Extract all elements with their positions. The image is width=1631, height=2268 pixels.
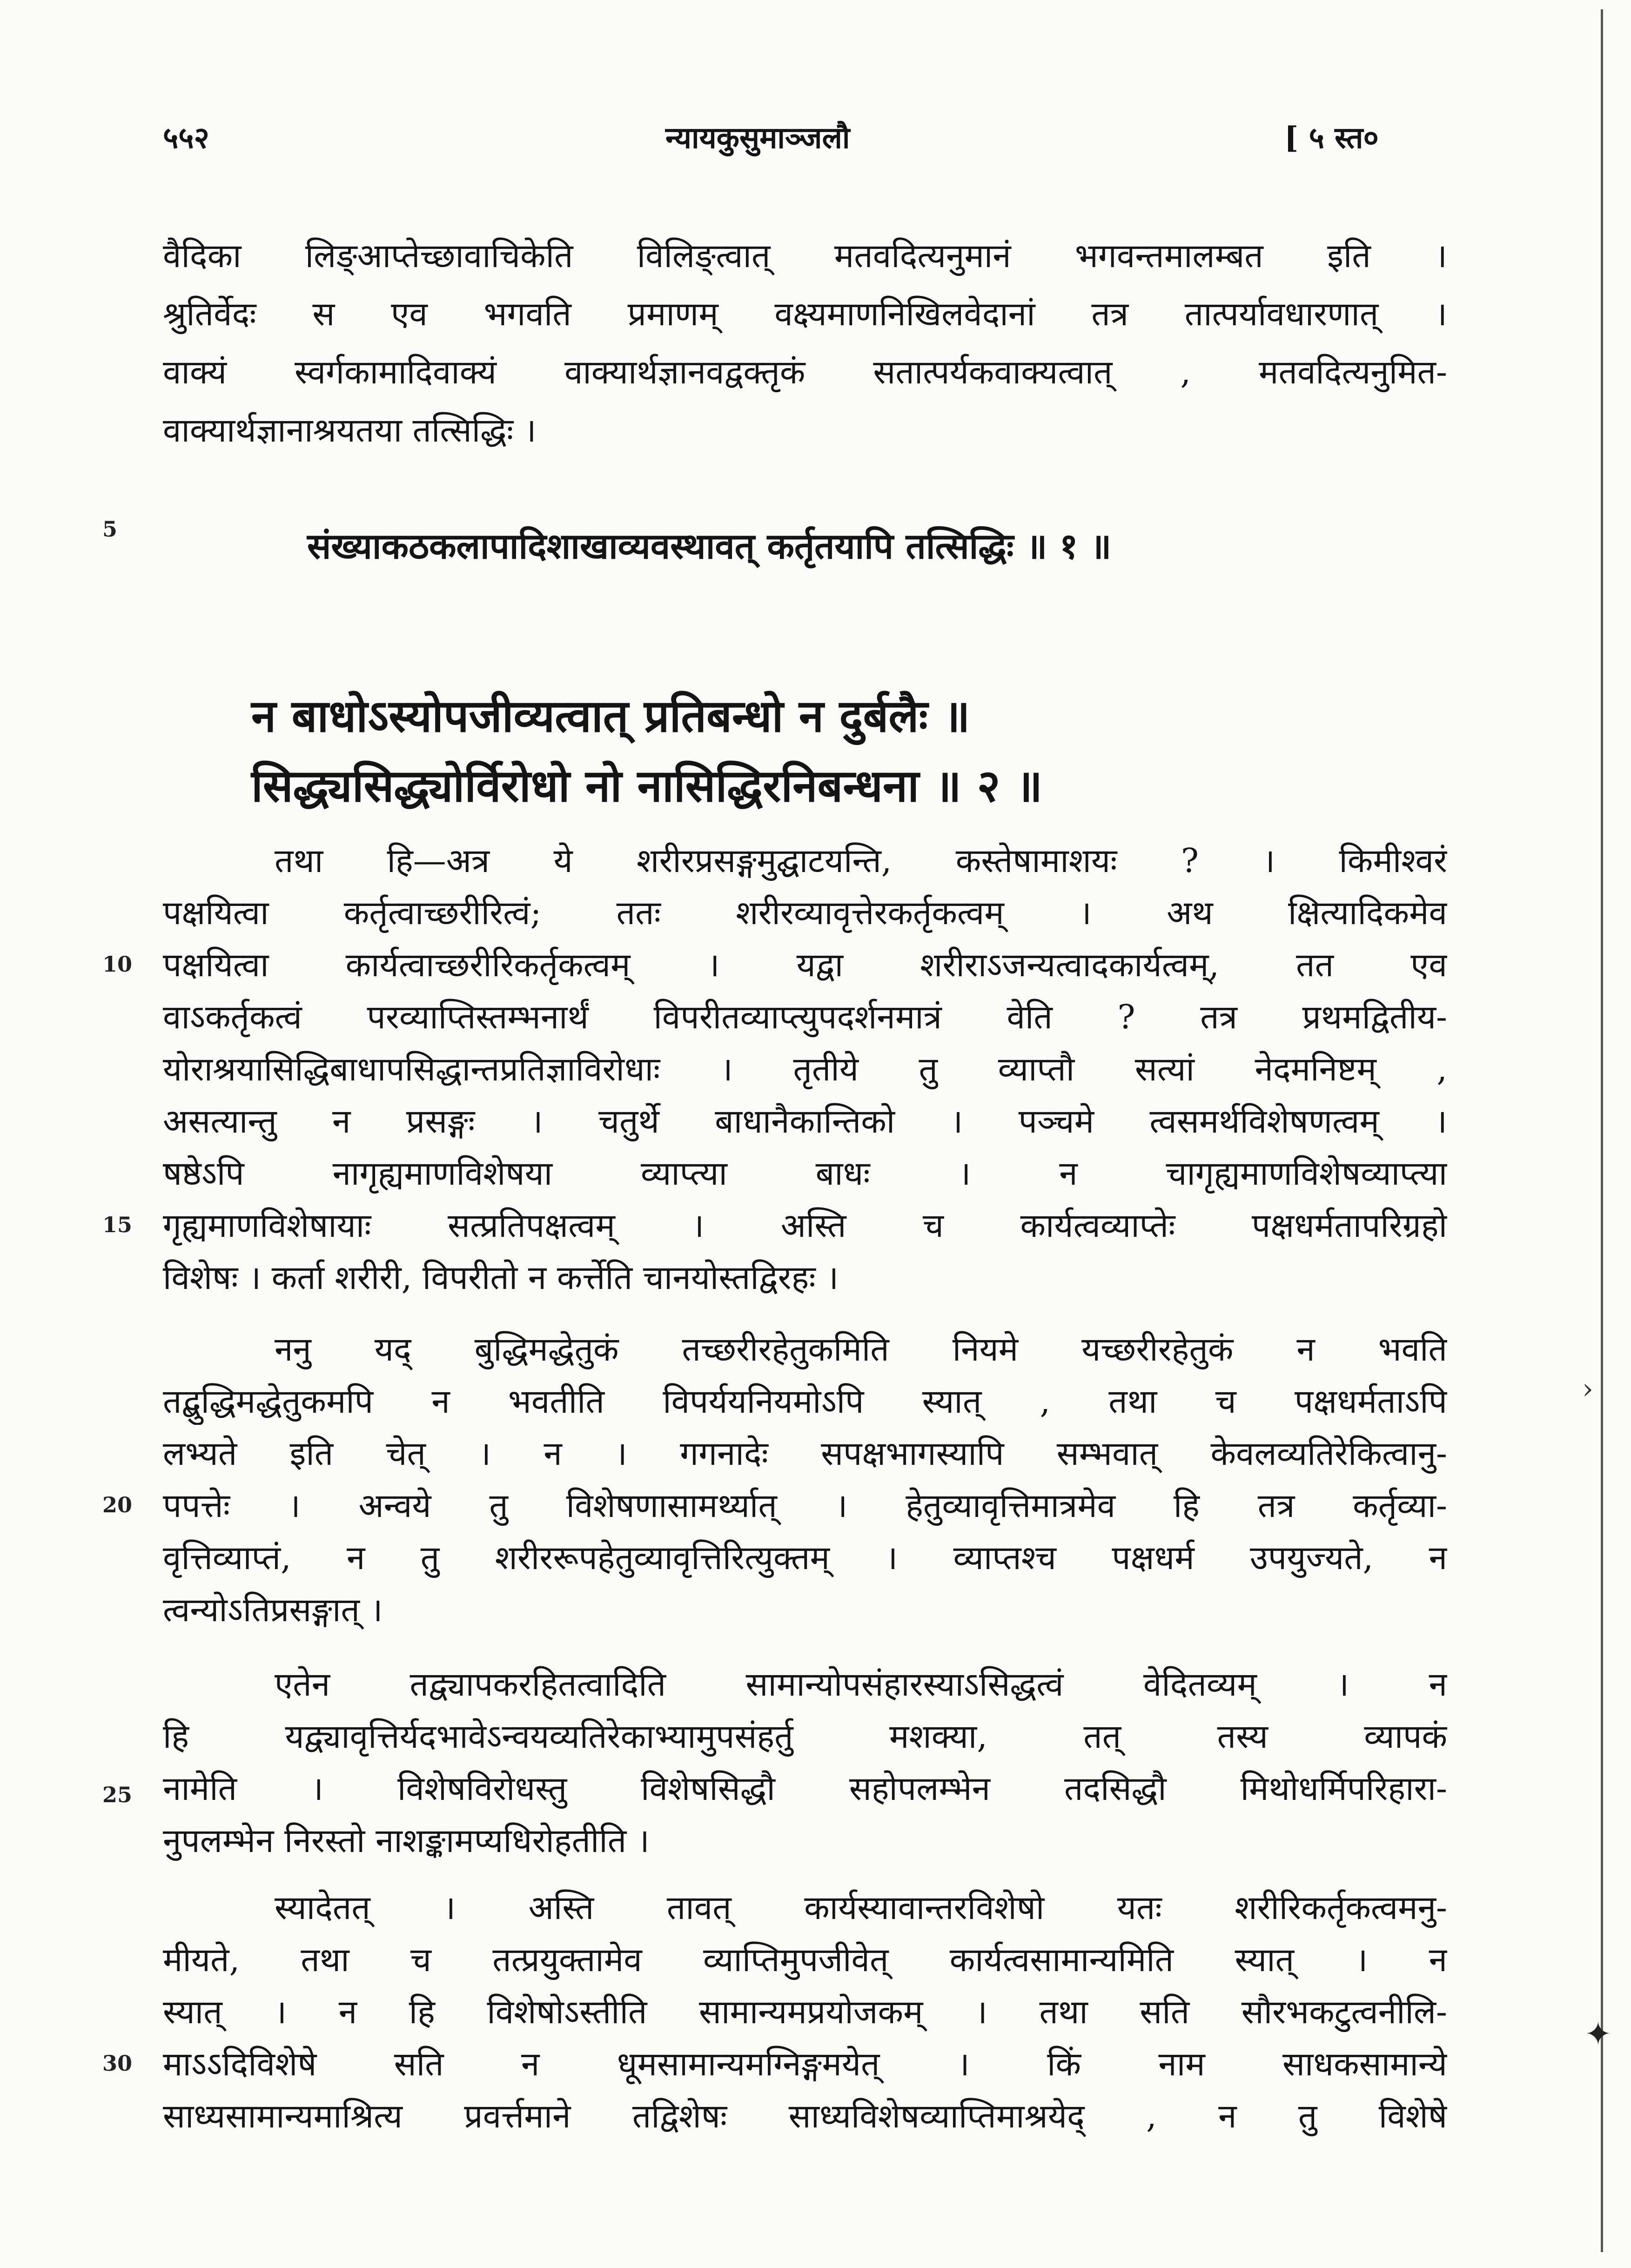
text-line: पक्षयित्वा कार्यत्वाच्छरीरिकर्तृकत्वम् । यद्वा शरीराऽजन्यत्वादकार्यत्वम्, तत एव	[163, 946, 1447, 984]
text-line: साध्यसामान्यमाश्रित्य प्रवर्त्तमाने तद्विशेषः साध्यविशेषव्याप्तिमाश्रयेद् , न तु विशेषे	[163, 2097, 1447, 2135]
text-line: त्वन्योऽतिप्रसङ्गात् ।	[163, 1590, 383, 1629]
text-line: एतेन तद्व्यापकरहितत्वादिति सामान्योपसंहारस्याऽसिद्धत्वं वेदितव्यम् । न	[275, 1665, 1447, 1704]
text-line: स्यात् । न हि विशेषोऽस्तीति सामान्यमप्रयोजकम् । तथा सति सौरभकटुत्वनीलि-	[163, 1993, 1447, 2031]
text-line: तद्बुद्धिमद्धेतुकमपि न भवतीति विपर्ययनियमोऽपि स्यात् , तथा च पक्षधर्मताऽपि	[163, 1382, 1447, 1421]
text-line: श्रुतिर्वेदः स एव भगवति प्रमाणम् वक्ष्यमाणनिखिलवेदानां तत्र तात्पर्यावधारणात् ।	[163, 295, 1447, 333]
text-line: पक्षयित्वा कर्तृत्वाच्छरीरित्वं; ततः शरीरव्यावृत्तेरकर्तृकत्वम् । अथ क्षित्यादिकमेव	[163, 893, 1447, 932]
scan-edge	[1601, 9, 1603, 2252]
line-number: 25	[102, 1782, 133, 1807]
text-line: वाक्यं स्वर्गकामादिवाक्यं वाक्यार्थज्ञानवद्वक्तृकं सतात्पर्यकवाक्यत्वात् , मतवदित्यनुमित-	[163, 353, 1447, 391]
text-line: गृह्यमाणविशेषायाः सत्प्रतिपक्षत्वम् । अस्ति च कार्यत्वव्याप्तेः पक्षधर्मतापरिग्रहो	[163, 1206, 1447, 1245]
text-line: स्यादेतत् । अस्ति तावत् कार्यस्यावान्तरविशेषो यतः शरीरिकर्तृकत्वमनु-	[275, 1888, 1447, 1927]
line-number: 10	[102, 952, 133, 977]
scan-edge-mark: ›	[1582, 1373, 1593, 1405]
text-line: वैदिका लिङ्आप्तेच्छावाचिकेति विलिङ्त्वात् मतवदित्यनुमानं भगवन्तमालम्बत इति ।	[163, 236, 1447, 275]
text-line: ननु यद् बुद्धिमद्धेतुकं तच्छरीरहेतुकमिति नियमे यच्छरीरहेतुकं न भवति	[275, 1330, 1447, 1369]
text-line: नामेति । विशेषविरोधस्तु विशेषसिद्धौ सहोपलम्भेन तदसिद्धौ मिथोधर्मिपरिहारा-	[163, 1769, 1447, 1808]
text-line: योराश्रयासिद्धिबाधापसिद्धान्तप्रतिज्ञाविरोधाः । तृतीये तु व्याप्तौ सत्यां नेदमनिष्टम् ,	[163, 1050, 1447, 1088]
text-line: माऽऽदिविशेषे सति न धूमसामान्यमग्निङ्गमयेत् । किं नाम साधकसामान्ये	[163, 2045, 1447, 2083]
text-line: असत्यान्तु न प्रसङ्गः । चतुर्थे बाधानैकान्तिको । पञ्चमे त्वसमर्थविशेषणत्वम् ।	[163, 1102, 1447, 1141]
verse-line: न बाधोऽस्योपजीव्यत्वात् प्रतिबन्धो न दुर्बलैः ॥	[251, 690, 970, 742]
line-number: 20	[102, 1492, 133, 1517]
text-line: षष्ठेऽपि नागृह्यमाणविशेषया व्याप्त्या बाधः । न चागृह्यमाणविशेषव्याप्त्या	[163, 1154, 1447, 1193]
verse-line: सिद्ध्यसिद्ध्योर्विरोधो नो नासिद्धिरनिबन्धना ॥ २ ॥	[251, 759, 1043, 812]
scan-edge-mark: ✦	[1584, 2015, 1612, 2053]
page-number: ५५२	[163, 121, 209, 155]
sutra-line: संख्याकठकलापादिशाखाव्यवस्थावत् कर्तृतयापि तत्सिद्धिः ॥ १ ॥	[307, 525, 1112, 567]
text-line: लभ्यते इति चेत् । न । गगनादेः सपक्षभागस्यापि सम्भवात् केवलव्यतिरेकित्वानु-	[163, 1434, 1447, 1473]
running-title: न्यायकुसुमाञ्जलौ	[665, 121, 850, 155]
text-line: वाऽकर्तृकत्वं परव्याप्तिस्तम्भनार्थं विपरीतव्याप्त्युपदर्शनमात्रं वेति ? तत्र प्रथमद्वितीय-	[163, 998, 1447, 1036]
text-line: हि यद्व्यावृत्तिर्यदभावेऽन्वयव्यतिरेकाभ्यामुपसंहर्तु मशक्या, तत् तस्य व्यापकं	[163, 1717, 1447, 1756]
text-line: तथा हि—अत्र ये शरीरप्रसङ्गमुद्घाटयन्ति, कस्तेषामाशयः ? । किमीश्वरं	[275, 841, 1447, 880]
line-number: 5	[102, 517, 118, 542]
text-line: पपत्तेः । अन्वये तु विशेषणासामर्थ्यात् । हेतुव्यावृत्तिमात्रमेव हि तत्र कर्तृव्या-	[163, 1486, 1447, 1525]
text-line: नुपलम्भेन निरस्तो नाशङ्कामप्यधिरोहतीति ।	[163, 1821, 650, 1860]
text-line: मीयते, तथा च तत्प्रयुक्तामेव व्याप्तिमुपजीवेत् कार्यत्वसामान्यमिति स्यात् । न	[163, 1940, 1447, 1979]
text-line: विशेषः । कर्ता शरीरी, विपरीतो न कर्त्तेति चानयोस्तद्विरहः ।	[163, 1258, 839, 1297]
line-number: 30	[102, 2051, 133, 2076]
line-number: 15	[102, 1212, 133, 1237]
section-mark: [ ५ स्त०	[1284, 121, 1379, 155]
text-line: वाक्यार्थज्ञानाश्रयतया तत्सिद्धिः ।	[163, 411, 537, 450]
text-line: वृत्तिव्याप्तं, न तु शरीररूपहेतुव्यावृत्तिरित्युक्तम् । व्याप्तश्च पक्षधर्म उपयुज्यते, न	[163, 1538, 1447, 1577]
